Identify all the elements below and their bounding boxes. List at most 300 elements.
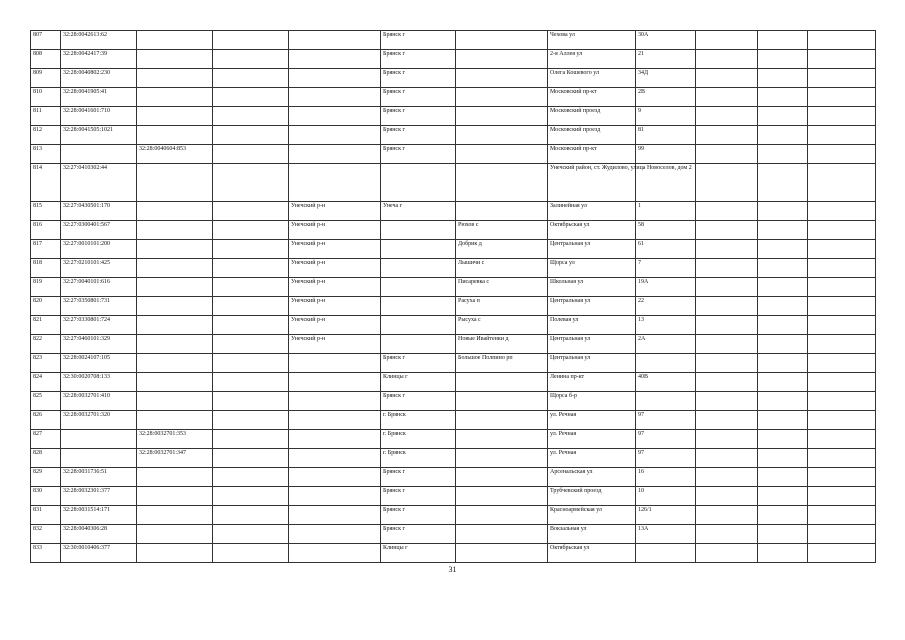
city-cell [381, 164, 456, 202]
region-cell [213, 468, 289, 487]
table-row [31, 544, 876, 563]
street-cell: Чехова ул [548, 31, 636, 50]
table-row [31, 449, 876, 468]
apartment-cell [808, 411, 876, 430]
city-cell: Клинцы г [381, 544, 456, 563]
building-cell [696, 392, 758, 411]
district-cell: Унечский р-н [289, 259, 381, 278]
row-number-cell: 814 [31, 164, 61, 202]
building-cadastral-number-cell [137, 107, 213, 126]
table-row [31, 240, 876, 259]
block-cell [758, 430, 808, 449]
cadastral-number-cell: 32:27:0300401:567 [61, 221, 137, 240]
apartment-cell [808, 487, 876, 506]
region-cell [213, 373, 289, 392]
row-number-cell: 812 [31, 126, 61, 145]
table-row [31, 487, 876, 506]
apartment-cell [808, 126, 876, 145]
district-cell [289, 411, 381, 430]
district-cell [289, 487, 381, 506]
cadastral-number-cell: 32:27:0010101:200 [61, 240, 137, 259]
building-cell [696, 31, 758, 50]
settlement-cell [456, 430, 548, 449]
street-cell: Московский проезд [548, 107, 636, 126]
district-cell [289, 373, 381, 392]
settlement-cell [456, 392, 548, 411]
house-number-cell: 9 [636, 107, 696, 126]
house-number-cell: 13А [636, 525, 696, 544]
block-cell [758, 31, 808, 50]
region-cell [213, 88, 289, 107]
apartment-cell [808, 50, 876, 69]
block-cell [758, 50, 808, 69]
settlement-cell [456, 506, 548, 525]
city-cell [381, 278, 456, 297]
street-cell: Школьная ул [548, 278, 636, 297]
table-row [31, 411, 876, 430]
district-cell: Унечский р-н [289, 335, 381, 354]
street-cell: Центральная ул [548, 335, 636, 354]
table-row [31, 525, 876, 544]
block-cell [758, 411, 808, 430]
apartment-cell [808, 31, 876, 50]
region-cell [213, 278, 289, 297]
cadastral-number-cell [61, 449, 137, 468]
apartment-cell [808, 88, 876, 107]
city-cell: Брянск г [381, 107, 456, 126]
block-cell [758, 335, 808, 354]
row-number-cell: 815 [31, 202, 61, 221]
district-cell [289, 88, 381, 107]
building-cadastral-number-cell [137, 126, 213, 145]
building-cell [696, 145, 758, 164]
cadastral-number-cell: 32:28:0040802:230 [61, 69, 137, 88]
settlement-cell [456, 468, 548, 487]
building-cell [696, 354, 758, 373]
building-cadastral-number-cell [137, 373, 213, 392]
settlement-cell [456, 411, 548, 430]
table-row [31, 259, 876, 278]
city-cell: Брянск г [381, 145, 456, 164]
street-cell: Октябрьская ул [548, 221, 636, 240]
district-cell [289, 525, 381, 544]
city-cell: Брянск г [381, 50, 456, 69]
table-row [31, 126, 876, 145]
apartment-cell [808, 468, 876, 487]
page-number: 31 [448, 565, 457, 574]
row-number-cell: 808 [31, 50, 61, 69]
region-cell [213, 392, 289, 411]
city-cell [381, 259, 456, 278]
house-number-cell: 16 [636, 468, 696, 487]
house-number-cell: 7 [636, 259, 696, 278]
building-cadastral-number-cell [137, 259, 213, 278]
settlement-cell: Новые Ивайтенки д [456, 335, 548, 354]
block-cell [758, 164, 808, 202]
region-cell [213, 354, 289, 373]
building-cadastral-number-cell [137, 202, 213, 221]
apartment-cell [808, 430, 876, 449]
street-cell: Олега Кошевого ул [548, 69, 636, 88]
district-cell: Унечский р-н [289, 221, 381, 240]
region-cell [213, 449, 289, 468]
row-number-cell: 829 [31, 468, 61, 487]
building-cell [696, 544, 758, 563]
apartment-cell [808, 69, 876, 88]
house-number-cell: 21 [636, 50, 696, 69]
house-number-cell: 13 [636, 316, 696, 335]
house-number-cell: 1 [636, 202, 696, 221]
district-cell [289, 107, 381, 126]
house-number-cell: 19А [636, 278, 696, 297]
table-row [31, 468, 876, 487]
building-cell [696, 468, 758, 487]
cadastral-number-cell: 32:28:0041905:41 [61, 88, 137, 107]
city-cell: Унеча г [381, 202, 456, 221]
table-row [31, 50, 876, 69]
table-row [31, 354, 876, 373]
district-cell: Унечский р-н [289, 316, 381, 335]
block-cell [758, 316, 808, 335]
block-cell [758, 506, 808, 525]
block-cell [758, 107, 808, 126]
house-number-cell: 22 [636, 297, 696, 316]
building-cadastral-number-cell [137, 297, 213, 316]
block-cell [758, 544, 808, 563]
row-number-cell: 817 [31, 240, 61, 259]
building-cadastral-number-cell [137, 525, 213, 544]
registry-table [30, 30, 876, 563]
cadastral-number-cell: 32:28:0032301:377 [61, 487, 137, 506]
settlement-cell [456, 525, 548, 544]
house-number-cell: 30А [636, 31, 696, 50]
house-number-cell: 61 [636, 240, 696, 259]
apartment-cell [808, 354, 876, 373]
settlement-cell [456, 449, 548, 468]
house-number-cell [636, 354, 696, 373]
block-cell [758, 278, 808, 297]
region-cell [213, 240, 289, 259]
cadastral-number-cell: 32:28:0024107:105 [61, 354, 137, 373]
district-cell [289, 126, 381, 145]
settlement-cell: Добрик д [456, 240, 548, 259]
cadastral-number-cell: 32:27:0430501:170 [61, 202, 137, 221]
city-cell: Брянск г [381, 69, 456, 88]
row-number-cell: 813 [31, 145, 61, 164]
row-number-cell: 809 [31, 69, 61, 88]
house-number-cell: 97 [636, 449, 696, 468]
apartment-cell [808, 335, 876, 354]
street-cell: Щорса ул [548, 259, 636, 278]
row-number-cell: 821 [31, 316, 61, 335]
street-cell: Полевая ул [548, 316, 636, 335]
building-cell [696, 487, 758, 506]
settlement-cell [456, 544, 548, 563]
apartment-cell [808, 449, 876, 468]
building-cadastral-number-cell [137, 468, 213, 487]
settlement-cell: Писаревка с [456, 278, 548, 297]
building-cell [696, 221, 758, 240]
row-number-cell: 828 [31, 449, 61, 468]
street-cell: Центральная ул [548, 354, 636, 373]
cadastral-number-cell [61, 430, 137, 449]
house-number-cell: 2В [636, 88, 696, 107]
region-cell [213, 411, 289, 430]
row-number-cell: 820 [31, 297, 61, 316]
row-number-cell: 807 [31, 31, 61, 50]
street-cell: Унечский район, ст. Жудилово, улица Новоселов, дом 2 [548, 164, 636, 202]
row-number-cell: 818 [31, 259, 61, 278]
region-cell [213, 126, 289, 145]
district-cell [289, 468, 381, 487]
cadastral-number-cell: 32:27:0350801:731 [61, 297, 137, 316]
apartment-cell [808, 297, 876, 316]
cadastral-number-cell: 32:28:0031736:51 [61, 468, 137, 487]
settlement-cell [456, 126, 548, 145]
settlement-cell: Расуха п [456, 297, 548, 316]
row-number-cell: 830 [31, 487, 61, 506]
street-cell: Московский пр-кт [548, 145, 636, 164]
table-row [31, 392, 876, 411]
cadastral-number-cell: 32:27:0410302:44 [61, 164, 137, 202]
table-row [31, 221, 876, 240]
settlement-cell [456, 145, 548, 164]
row-number-cell: 823 [31, 354, 61, 373]
table-body [31, 31, 876, 563]
row-number-cell: 824 [31, 373, 61, 392]
house-number-cell: 97 [636, 411, 696, 430]
block-cell [758, 240, 808, 259]
district-cell [289, 392, 381, 411]
row-number-cell: 827 [31, 430, 61, 449]
building-cadastral-number-cell [137, 31, 213, 50]
city-cell: Брянск г [381, 392, 456, 411]
house-number-cell: 97 [636, 430, 696, 449]
settlement-cell [456, 88, 548, 107]
building-cell [696, 506, 758, 525]
building-cadastral-number-cell: 32:28:0040604:853 [137, 145, 213, 164]
table-row [31, 278, 876, 297]
table-row [31, 202, 876, 221]
district-cell: Унечский р-н [289, 202, 381, 221]
cadastral-number-cell: 32:27:0210101:425 [61, 259, 137, 278]
region-cell [213, 487, 289, 506]
row-number-cell: 822 [31, 335, 61, 354]
building-cadastral-number-cell [137, 354, 213, 373]
region-cell [213, 316, 289, 335]
block-cell [758, 88, 808, 107]
street-cell: Арсенальская ул [548, 468, 636, 487]
cadastral-number-cell: 32:28:0040306:28 [61, 525, 137, 544]
city-cell: г. Брянск [381, 411, 456, 430]
district-cell [289, 544, 381, 563]
row-number-cell: 825 [31, 392, 61, 411]
cadastral-number-cell: 32:28:0042613:62 [61, 31, 137, 50]
building-cadastral-number-cell [137, 278, 213, 297]
building-cell [696, 297, 758, 316]
city-cell: г. Брянск [381, 449, 456, 468]
cadastral-number-cell: 32:30:0020708:133 [61, 373, 137, 392]
building-cell [696, 259, 758, 278]
table-row [31, 31, 876, 50]
city-cell: Брянск г [381, 506, 456, 525]
city-cell: Клинцы г [381, 373, 456, 392]
apartment-cell [808, 525, 876, 544]
row-number-cell: 833 [31, 544, 61, 563]
street-cell: Октябрьская ул [548, 544, 636, 563]
apartment-cell [808, 544, 876, 563]
table-row [31, 88, 876, 107]
district-cell: Унечский р-н [289, 278, 381, 297]
apartment-cell [808, 392, 876, 411]
settlement-cell [456, 107, 548, 126]
building-cell [696, 107, 758, 126]
cadastral-number-cell: 32:28:0041601:710 [61, 107, 137, 126]
building-cell [696, 335, 758, 354]
cadastral-number-cell: 32:28:0041505:1021 [61, 126, 137, 145]
street-cell: ул. Речная [548, 449, 636, 468]
house-number-cell: 58 [636, 221, 696, 240]
street-cell: Ленина пр-кт [548, 373, 636, 392]
region-cell [213, 31, 289, 50]
cadastral-number-cell: 32:27:0040101:616 [61, 278, 137, 297]
block-cell [758, 525, 808, 544]
city-cell [381, 316, 456, 335]
street-cell: Вокзальная ул [548, 525, 636, 544]
block-cell [758, 145, 808, 164]
region-cell [213, 525, 289, 544]
settlement-cell [456, 373, 548, 392]
settlement-cell [456, 164, 548, 202]
city-cell [381, 240, 456, 259]
settlement-cell [456, 31, 548, 50]
building-cell [696, 202, 758, 221]
region-cell [213, 107, 289, 126]
building-cell [696, 525, 758, 544]
cadastral-number-cell [61, 145, 137, 164]
house-number-cell [636, 392, 696, 411]
region-cell [213, 544, 289, 563]
apartment-cell [808, 107, 876, 126]
building-cadastral-number-cell [137, 69, 213, 88]
settlement-cell: Лышичи с [456, 259, 548, 278]
city-cell: Брянск г [381, 525, 456, 544]
apartment-cell [808, 506, 876, 525]
street-cell: ул. Речная [548, 411, 636, 430]
table-row [31, 373, 876, 392]
block-cell [758, 202, 808, 221]
block-cell [758, 69, 808, 88]
street-cell: Залинейная ул [548, 202, 636, 221]
block-cell [758, 259, 808, 278]
block-cell [758, 126, 808, 145]
table-row [31, 430, 876, 449]
building-cell [696, 240, 758, 259]
region-cell [213, 164, 289, 202]
settlement-cell [456, 487, 548, 506]
building-cadastral-number-cell [137, 411, 213, 430]
building-cadastral-number-cell [137, 164, 213, 202]
city-cell: Брянск г [381, 88, 456, 107]
building-cell [696, 50, 758, 69]
table-row [31, 506, 876, 525]
region-cell [213, 69, 289, 88]
cadastral-number-cell: 32:27:0460101:329 [61, 335, 137, 354]
house-number-cell: 126/1 [636, 506, 696, 525]
street-cell: Красноармейская ул [548, 506, 636, 525]
apartment-cell [808, 373, 876, 392]
street-cell: 2-я Аллея ул [548, 50, 636, 69]
settlement-cell: Рысуха с [456, 316, 548, 335]
building-cadastral-number-cell [137, 392, 213, 411]
region-cell [213, 297, 289, 316]
block-cell [758, 354, 808, 373]
row-number-cell: 810 [31, 88, 61, 107]
city-cell [381, 335, 456, 354]
street-cell: ул. Речная [548, 430, 636, 449]
row-number-cell: 832 [31, 525, 61, 544]
apartment-cell [808, 164, 876, 202]
region-cell [213, 335, 289, 354]
street-cell: Центральная ул [548, 297, 636, 316]
region-cell [213, 145, 289, 164]
street-cell: Щорса б-р [548, 392, 636, 411]
cadastral-number-cell: 32:30:0010406:377 [61, 544, 137, 563]
building-cadastral-number-cell: 32:28:0032701:347 [137, 449, 213, 468]
building-cadastral-number-cell: 32:28:0032701:353 [137, 430, 213, 449]
settlement-cell: Рюхов с [456, 221, 548, 240]
building-cadastral-number-cell [137, 88, 213, 107]
district-cell [289, 50, 381, 69]
building-cadastral-number-cell [137, 544, 213, 563]
district-cell: Унечский р-н [289, 240, 381, 259]
apartment-cell [808, 240, 876, 259]
row-number-cell: 811 [31, 107, 61, 126]
city-cell: Брянск г [381, 354, 456, 373]
cadastral-number-cell: 32:28:0031514:171 [61, 506, 137, 525]
house-number-cell: 40В [636, 373, 696, 392]
row-number-cell: 816 [31, 221, 61, 240]
cadastral-number-cell: 32:28:0042417:39 [61, 50, 137, 69]
building-cell [696, 126, 758, 145]
city-cell [381, 221, 456, 240]
settlement-cell [456, 202, 548, 221]
district-cell [289, 506, 381, 525]
house-number-cell [636, 544, 696, 563]
city-cell: Брянск г [381, 468, 456, 487]
block-cell [758, 449, 808, 468]
building-cell [696, 316, 758, 335]
region-cell [213, 202, 289, 221]
building-cell [696, 411, 758, 430]
apartment-cell [808, 221, 876, 240]
building-cadastral-number-cell [137, 487, 213, 506]
block-cell [758, 487, 808, 506]
street-cell: Московский проезд [548, 126, 636, 145]
block-cell [758, 221, 808, 240]
district-cell [289, 145, 381, 164]
building-cell [696, 449, 758, 468]
building-cell [696, 164, 758, 202]
building-cell [696, 278, 758, 297]
settlement-cell [456, 69, 548, 88]
table-row [31, 316, 876, 335]
house-number-cell: 99 [636, 145, 696, 164]
building-cadastral-number-cell [137, 335, 213, 354]
district-cell [289, 449, 381, 468]
district-cell [289, 430, 381, 449]
district-cell [289, 69, 381, 88]
